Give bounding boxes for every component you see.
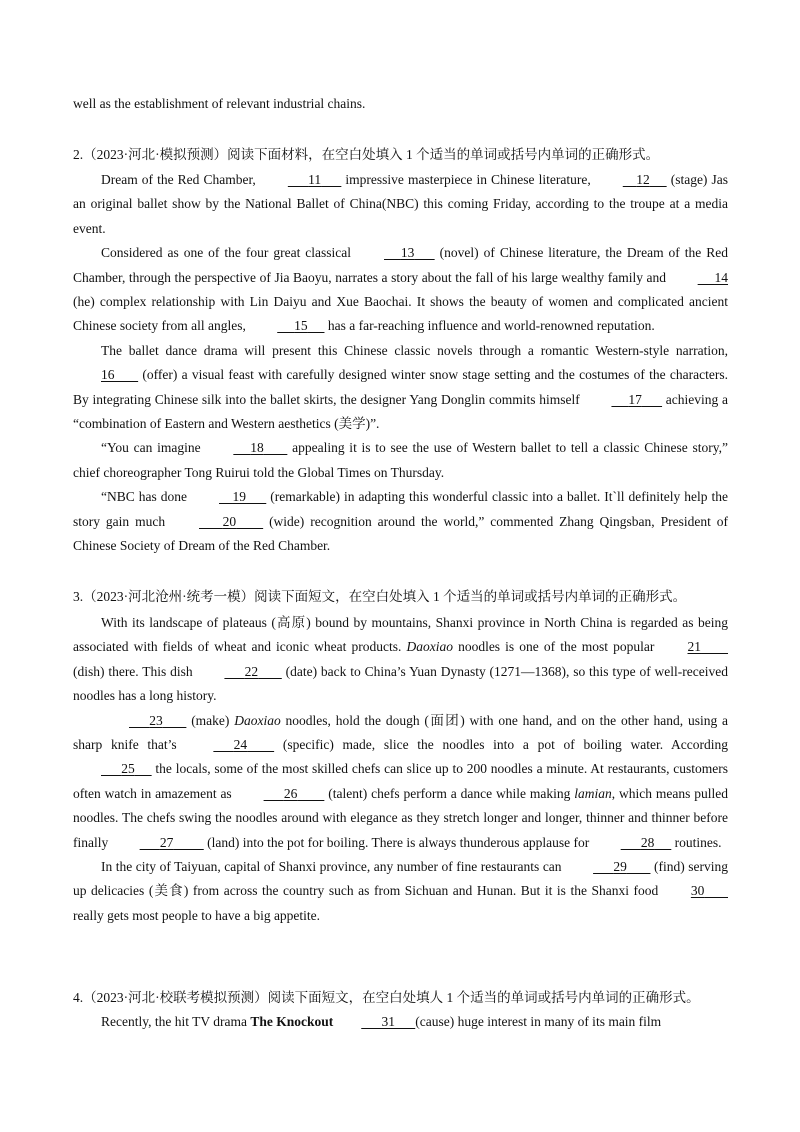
blank-24[interactable]: 24: [233, 737, 248, 753]
blank-13[interactable]: 13: [400, 245, 415, 261]
section-2-heading: 2.（2023·河北·模拟预测）阅读下面材料，在空白处填入 1 个适当的单词或括号内单词的正确形式。: [73, 147, 660, 162]
blank-30[interactable]: 30: [690, 883, 705, 899]
section-4-paragraph-1: Recently, the hit TV drama The Knockout 31 (cause) huge interest in many of its main film: [73, 1010, 728, 1034]
blank-21[interactable]: 21: [687, 639, 702, 655]
blank-29[interactable]: 29: [613, 859, 627, 875]
blank-25[interactable]: 25: [121, 761, 135, 777]
blank-19[interactable]: 19: [232, 489, 247, 505]
blank-16[interactable]: 16: [101, 367, 115, 383]
blank-27[interactable]: 27: [159, 834, 174, 850]
section-3-body: [73, 611, 728, 928]
blank-28[interactable]: 28: [640, 834, 655, 850]
blank-23[interactable]: 23: [149, 712, 163, 728]
section-4-body: [73, 1010, 728, 1034]
blank-14[interactable]: 14: [714, 269, 729, 285]
section-3-paragraph-1: With its landscape of plateaus (高原) bound by mountains, Shanxi province in North China is regarded as being associated with fields of wheat and iconic wheat products. Daoxiao noodles is one of the most popular 21 (dish) there. This dish 22 (date) back to China’s Yuan Dynasty (1271—1368), so this type of well-received noodles has a long history.: [73, 615, 728, 704]
blank-17[interactable]: 17: [628, 391, 642, 407]
section-3-paragraph-3: In the city of Taiyuan, capital of Shanxi province, any number of fine restaurants can 29 (find) serving up delicacies (美食) from across the country such as from Sichuan and Hunan. But it is the Shanxi food 30 really gets most people to have a big appetite.: [73, 855, 728, 928]
section-2-body: [73, 168, 728, 559]
section-2-paragraph-1: Dream of the Red Chamber, 11 impressive masterpiece in Chinese literature, 12 (stage) Jas an original ballet show by the National Ballet of China(NBC) this coming Friday, according to the troupe at a media event.: [73, 168, 728, 241]
section-4-heading: 4.（2023·河北·校联考模拟预测）阅读下面短文，在空白处填人 1 个适当的单词或括号内单词的正确形式。: [73, 990, 700, 1005]
blank-31[interactable]: 31: [381, 1014, 395, 1029]
section-2-paragraph-4: “You can imagine 18 appealing it is to see the use of Western ballet to tell a classic Chinese story,” chief choreographer Tong Ruirui told the Global Times on Thursday.: [73, 436, 728, 485]
blank-18[interactable]: 18: [250, 440, 264, 456]
blank-11[interactable]: 11: [308, 172, 322, 187]
intro-line: well as the establishment of relevant industrial chains.: [73, 96, 366, 111]
section-3-paragraph-2: 23 (make) Daoxiao noodles, hold the dough (面团) with one hand, and on the other hand, using a sharp knife that’s 24 (specific) made, slice the noodles into a pot of boiling water. According 25 the locals, some of the most skilled chefs can slice up to 200 noodles a minute. At restaurants, customers often watch in amazement as 26 (talent) chefs perform a dance while making lamian, which means pulled noodles. The chefs swing the noodles around with elegance as they stretch longer and longer, thinner and thinner before finally 27 (land) into the pot for boiling. There is always thunderous applause for 28 routines.: [73, 709, 728, 855]
section-2-paragraph-3: The ballet dance drama will present this Chinese classic novels through a romantic Western-style narration, 16 (offer) a visual feast with carefully designed winter snow stage setting and the costumes of the characters. By integrating Chinese silk into the ballet skirts, the designer Yang Donglin commits himself 17 achieving a “combination of Eastern and Western aesthetics (美学)”.: [73, 342, 728, 432]
blank-15[interactable]: 15: [294, 318, 308, 334]
blank-22[interactable]: 22: [244, 663, 259, 679]
blank-26[interactable]: 26: [283, 785, 298, 801]
section-2-paragraph-5: “NBC has done 19 (remarkable) in adapting this wonderful classic into a ballet. It`ll definitely help the story gain much 20 (wide) recognition around the world,” commented Zhang Qingsban, President of Chinese Society of Dream of the Red Chamber.: [73, 485, 728, 558]
blank-20[interactable]: 20: [222, 513, 237, 529]
section-3-heading: 3.（2023·河北沧州·统考一模）阅读下面短文，在空白处填入 1 个适当的单词或括号内单词的正确形式。: [73, 589, 687, 604]
blank-12[interactable]: 12: [636, 172, 650, 187]
section-2-paragraph-2: Considered as one of the four great classical 13 (novel) of Chinese literature, the Dream of the Red Chamber, through the perspective of Jia Baoyu, narrates a story about the fall of his large wealthy family and 14 (he) complex relationship with Lin Daiyu and Xue Baochai. It shows the beauty of women and complicated ancient Chinese society from all angles, 15 has a far-reaching influence and world-renowned reputation.: [73, 241, 728, 339]
